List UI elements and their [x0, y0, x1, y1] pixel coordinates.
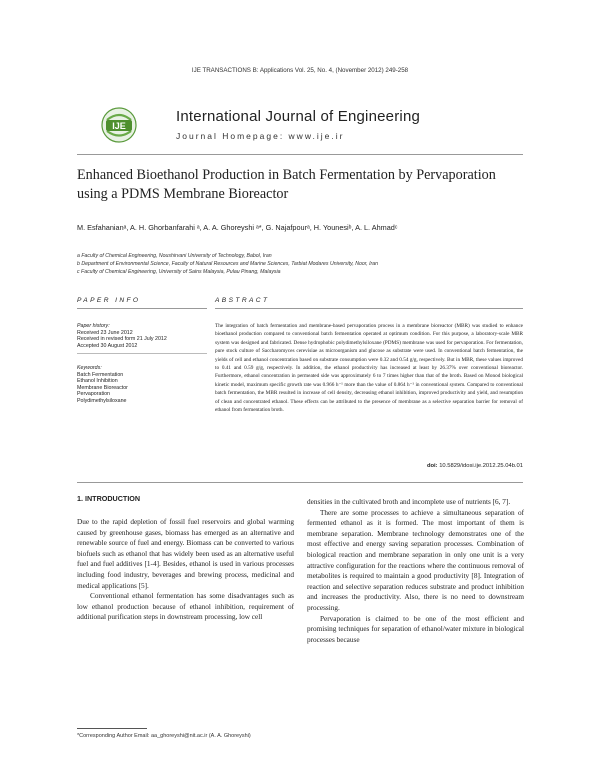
doi-label: doi: — [426, 463, 438, 469]
journal-banner — [100, 106, 520, 151]
abstract-rule — [215, 308, 523, 309]
paper-title: Enhanced Bioethanol Production in Batch Fermentation by Pervaporation using a PDMS Membrane Bioreactor — [77, 167, 496, 202]
keyword: Membrane Bioreactor — [77, 384, 128, 391]
svg-text:IJE: IJE — [112, 120, 126, 131]
affiliation-a: a Faculty of Chemical Engineering, Noushirvani University of Technology, Babol, Iran — [77, 253, 272, 259]
intro-right-column — [307, 497, 524, 645]
history-received: Received 23 June 2012 — [77, 329, 133, 336]
journal-homepage[interactable]: Journal Homepage: www.ije.ir — [176, 131, 345, 141]
keywords-label: Keywords: — [77, 365, 102, 371]
section-heading: 1. INTRODUCTION — [77, 494, 141, 503]
affiliation-b: b Department of Environmental Science, Faculty of Natural Resources and Marine Sciences, Tarbiat Modares University, Noor, Iran — [77, 261, 379, 267]
corresponding-author-footnote: *Corresponding Author Email: aa_ghoreyshi@nit.ac.ir (A. A. Ghoreyshi) — [77, 733, 251, 739]
section-rule — [77, 482, 523, 483]
keyword: Ethanol Inhibition — [77, 378, 118, 385]
info-divider — [77, 353, 207, 354]
paragraph: There are some processes to achieve a simultaneous separation of fermented ethanol as it is formed. The most important of them is membrane separation. Membrane technology demonstrates one of the most effective and energy saving separation processes. Combination of biological reaction and membrane separation in only one unit is a very attractive configuration for the reactions where the continuous removal of metabolites is required to maintain a good productivity [8]. Integration of reaction and selective separation reduces substrate and product inhibition and increases the productivity. Also, there is no need to downstream processing. — [307, 508, 524, 612]
author-list: M. Esfahanianᵃ, A. H. Ghorbanfarahi ᵃ, A. A. Ghoreyshi ᵃ*, G. Najafpourᵃ, H. Younesiᵇ, A. L. Ahmadᶜ — [77, 223, 398, 232]
abstract-heading: ABSTRACT — [215, 297, 270, 304]
paper-info-rule — [77, 308, 207, 309]
doi-line — [215, 463, 523, 469]
paragraph: densities in the cultivated broth and incomplete use of nutrients [6, 7]. — [307, 498, 511, 506]
doi-value[interactable]: 10.5829/idosi.ije.2012.25.04b.01 — [439, 463, 523, 469]
abstract-text: The integration of batch fermentation and membrane-based pervaporation process in a membrane bioreactor (MBR) was studied to enhance bioethanol production compared to conventional batch fermentation operated at optimum condition. For this purpose, a laboratory-scale MBR system was designed and fabricated. Dense hydrophobic polydimethylsiloxane (PDMS) membrane was used for pervaporation. For fermentation, pure stock culture of Saccharomyces cerevisiae as microorganism and glucose as substrate were used. In conventional batch fermentation, the yields of cell and ethanol concentration based on substrate consumption were 0.32 and 0.54 g/g, respectively. But in MBR, these values improved to 0.41 and 0.59 g/g, respectively. In addition, the ethanol productivity has increased at least by 26.37% over conventional bioreactor. Furthermore, ethanol concentration in permeated side was approximately 6 to 7 times higher than that of the broth. Based on Monod biological kinetic model, maximum specific growth rate was 0.966 h⁻¹ more than the value of 0.864 h⁻¹ in conventional system. Compared to conventional batch fermentation, the MBR resulted in increase of cell density, decreasing ethanol inhibition, improved productivity and yield, and resumption of clean and concentrated ethanol. These effects can be attributed to the presence of membrane as a selective separation barrier for removal of ethanol from fermentation broth. — [215, 323, 523, 414]
header-rule — [77, 154, 523, 155]
running-head: IJE TRANSACTIONS B: Applications Vol. 25, No. 4, (November 2012) 249-258 — [191, 67, 409, 74]
keyword: Pervaporation — [77, 391, 110, 398]
paragraph: Pervaporation is claimed to be one of the most efficient and promising techniques for separation of ethanol/water mixture in biological processes because — [307, 614, 524, 644]
keywords-block — [77, 365, 207, 405]
journal-logo-text — [109, 120, 129, 131]
footnote-rule — [77, 728, 147, 729]
history-accepted: Accepted 30 August 2012 — [77, 342, 138, 349]
affiliation-c: c Faculty of Chemical Engineering, University of Sains Malaysia, Pulau Pinang, Malaysia — [77, 269, 281, 275]
intro-left-column — [77, 517, 294, 623]
journal-name: International Journal of Engineering — [176, 108, 421, 125]
paper-info-heading: PAPER INFO — [77, 297, 141, 304]
history-label: Paper history: — [77, 323, 110, 329]
paragraph: Conventional ethanol fermentation has some disadvantages such as low ethanol production because of ethanol inhibition, requirement of additional purification steps in downstream processing, low cell — [77, 592, 294, 622]
history-revised: Received in revised form 21 July 2012 — [77, 336, 167, 343]
keyword: Batch Fermentation — [77, 371, 124, 378]
paper-history — [77, 323, 207, 349]
keyword: Polydimethylsiloxane — [77, 397, 127, 404]
paragraph: Due to the rapid depletion of fossil fuel reservoirs and global warming caused by greenhouse gases, biomass has emerged as an alternative and renewable source of fuel and energy. Biomass can be converted to various biofuels such as ethanol that has widely been used as an alternative useful fuel and fuel additives [1-4]. Besides, ethanol is used in various processes including food industry, beverages and brewing process, medicinal and medical applications [5]. — [77, 518, 294, 590]
